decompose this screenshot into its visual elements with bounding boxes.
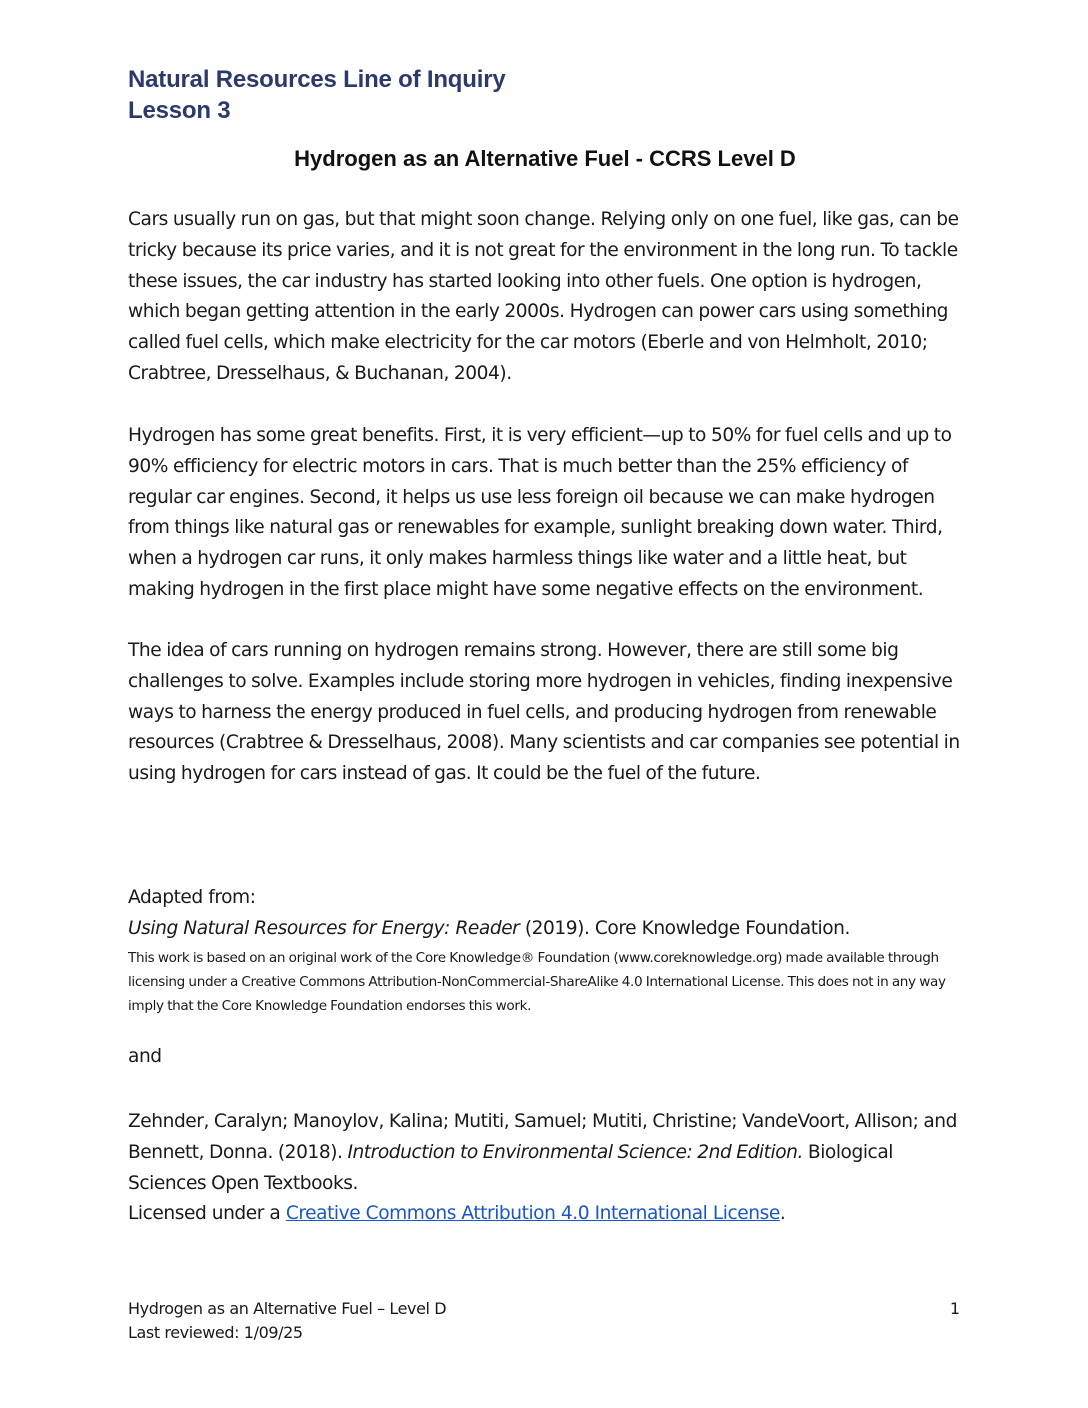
lesson-number: Lesson 3 <box>128 97 231 124</box>
lesson-header <box>128 64 505 126</box>
license-line <box>128 1199 785 1229</box>
source-1-title: Using Natural Resources for Energy: Reader <box>128 918 520 939</box>
license-note: This work is based on an original work of the Core Knowledge® Foundation (www.coreknowledge.org) made available through licensing under a Creative Commons Attribution-NonCommercial-ShareAlike 4.0 International License. This does not in any way imply that the Core Knowledge Foundation endorses this work. <box>128 950 946 1014</box>
footer <box>128 1297 446 1345</box>
and-separator: and <box>128 1046 162 1067</box>
footer-doc-name: Hydrogen as an Alternative Fuel – Level D <box>128 1299 447 1318</box>
source-1-citation <box>128 914 968 944</box>
adapted-from-label: Adapted from: <box>128 887 256 908</box>
license-prefix: Licensed under a <box>128 1203 286 1224</box>
source-2-authors: Zehnder, Caralyn; Manoylov, Kalina; Mutiti, Samuel; Mutiti, Christine; VandeVoort, Allison; and Bennett, Donna. (2018). <box>128 1111 957 1163</box>
source-2-publisher: Biological Sciences Open Textbooks. <box>128 1141 893 1194</box>
line-of-inquiry-title: Natural Resources Line of Inquiry <box>128 66 506 93</box>
license-link[interactable]: Creative Commons Attribution 4.0 International License <box>285 1203 780 1224</box>
source-2-citation <box>128 1107 968 1199</box>
document-title: Hydrogen as an Alternative Fuel - CCRS Level D <box>294 146 796 171</box>
source-1-publisher: (2019). Core Knowledge Foundation. <box>519 918 850 939</box>
source-2-title: Introduction to Environmental Science: 2nd Edition. <box>347 1141 803 1163</box>
paragraph-3: The idea of cars running on hydrogen remains strong. However, there are still some big challenges to solve. Examples include storing more hydrogen in vehicles, finding inexpensive ways to harness the energy produced in fuel cells, and producing hydrogen from renewable resources (Crabtree & Dresselhaus, 2008). Many scientists and car companies see potential in using hydrogen for cars instead of gas. It could be the fuel of the future. <box>128 640 960 785</box>
paragraph-2: Hydrogen has some great benefits. First, it is very efficient—up to 50% for fuel cells and up to 90% efficiency for electric motors in cars. That is much better than the 25% efficiency of regular car engines. Second, it helps us use less foreign oil because we can make hydrogen from things like natural gas or renewables for example, sunlight breaking down water. Third, when a hydrogen car runs, it only makes harmless things like water and a little heat, but making hydrogen in the first place might have some negative effects on the environment. <box>128 425 952 600</box>
license-suffix: . <box>779 1203 786 1224</box>
page-number: 1 <box>949 1299 960 1318</box>
paragraph-1: Cars usually run on gas, but that might soon change. Relying only on one fuel, like gas, can be tricky because its price varies, and it is not great for the environment in the long run. To tackle these issues, the car industry has started looking into other fuels. One option is hydrogen, which began getting attention in the early 2000s. Hydrogen can power cars using something called fuel cells, which make electricity for the car motors (Eberle and von Helmholt, 2010; Crabtree, Dresselhaus, & Buchanan, 2004). <box>128 209 959 384</box>
footer-reviewed-date: Last reviewed: 1/09/25 <box>128 1323 303 1342</box>
